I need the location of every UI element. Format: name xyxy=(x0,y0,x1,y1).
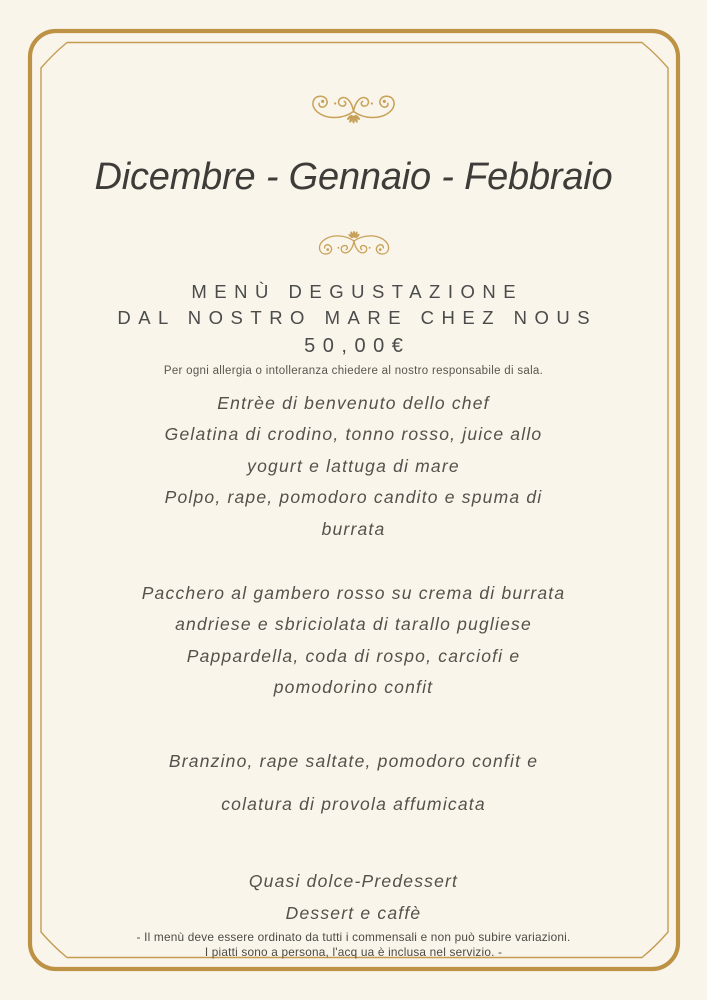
course-line: colatura di provola affumicata xyxy=(221,793,486,814)
course-line: burrata xyxy=(321,518,386,539)
course-line: yogurt e lattuga di mare xyxy=(247,455,460,476)
menu-footer-note xyxy=(0,930,707,960)
menu-heading xyxy=(0,279,707,360)
menu-price: 50,00€ xyxy=(304,334,411,357)
course-line: Quasi dolce-Predessert xyxy=(248,870,459,891)
scroll-flourish-icon xyxy=(297,88,410,135)
course-line: Polpo, rape, pomodoro candito e spuma di xyxy=(164,487,543,508)
course-line: Gelatina di crodino, tonno rosso, juice allo xyxy=(164,424,543,445)
course-group-primi xyxy=(0,578,707,704)
course-line: Pappardella, coda di rospo, carciofi e xyxy=(186,645,521,666)
menu-heading-line2: DAL NOSTRO MARE CHEZ NOUS xyxy=(117,307,598,329)
footer-rule-line1: - Il menù deve essere ordinato da tutti i commensali e non può subire variazioni. xyxy=(136,930,571,945)
course-line: Entrèe di benvenuto dello chef xyxy=(217,392,490,413)
scroll-flourish-flipped-icon xyxy=(306,221,402,261)
season-title: Dicembre - Gennaio - Febbraio xyxy=(94,156,613,198)
course-line: andriese e sbriciolata di tarallo pugliese xyxy=(175,614,532,635)
course-line: Branzino, rape saltate, pomodoro confit e xyxy=(168,750,539,771)
course-line: Dessert e caffè xyxy=(285,902,422,923)
course-group-dolci xyxy=(0,866,707,929)
course-group-secondo xyxy=(0,740,707,826)
course-group-antipasti xyxy=(0,388,707,546)
course-line: pomodorino confit xyxy=(273,677,434,698)
course-line: Pacchero al gambero rosso su crema di burrata xyxy=(141,582,566,603)
menu-heading-line1: MENÙ DEGUSTAZIONE xyxy=(191,280,524,302)
footer-rule-line2: I piatti sono a persona, l'acq ua è inclusa nel servizio. - xyxy=(204,945,503,960)
allergy-note: Per ogni allergia o intolleranza chiedere al nostro responsabile di sala. xyxy=(163,364,544,377)
